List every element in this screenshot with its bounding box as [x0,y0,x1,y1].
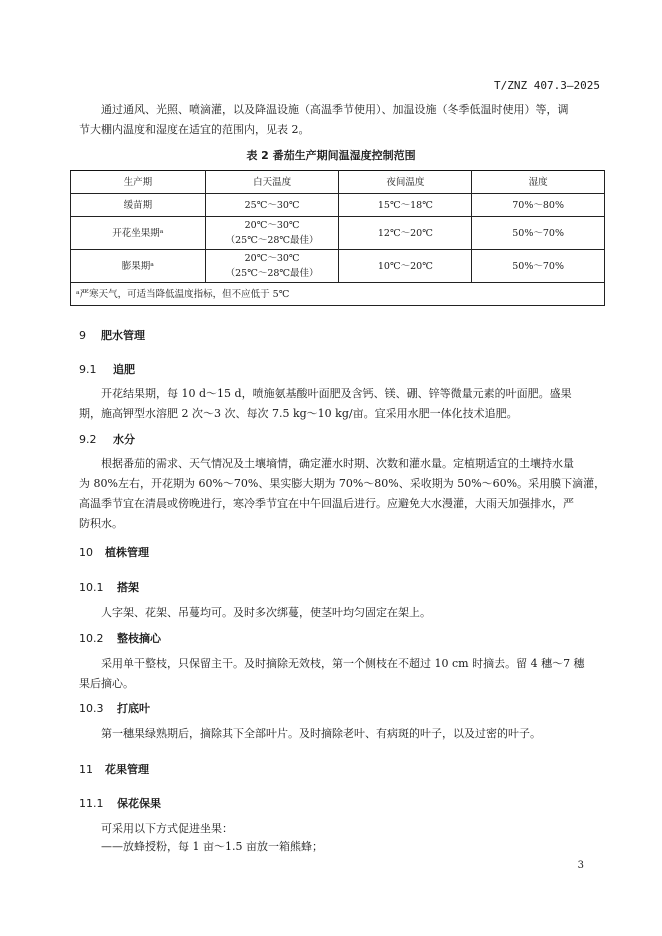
table-header-cell: 湿度 [472,171,605,194]
section-title: 花果管理 [105,763,149,776]
section-heading-9 [79,327,145,343]
day-temp-note: （25℃～28℃最佳） [225,235,319,246]
night-temp-cell: 12℃～20℃ [339,217,472,250]
day-temp-cell [205,194,339,217]
paragraph-line: 高温季节宜在清晨或傍晚进行，寒冷季节宜在中午回温后进行。应避免大水漫灌，大雨天加强排水，严 [79,497,574,510]
subsection-number: 10.2 [79,632,104,645]
subsection-number: 11.1 [79,797,104,810]
day-temp: 25℃～30℃ [244,199,300,211]
paragraph-line: 人字架、花架、吊蔓均可。及时多次绑蔓，使茎叶均匀固定在架上。 [101,606,431,619]
subsection-title: 水分 [113,433,135,446]
paragraph-11-1 [79,820,606,856]
period-cell: 膨果期ᵃ [71,250,206,283]
section-heading-10 [79,544,149,560]
subsection-heading-10-1 [79,579,139,595]
paragraph-10-1 [79,603,606,623]
period-cell: 开花坐果期ᵃ [71,217,206,250]
paragraph-line: 防积水。 [79,517,123,530]
paragraph-line: 为 80%左右，开花期为 60%～70%、果实膨大期为 70%～80%、采收期为 50%～60%。采用膜下滴灌， [79,477,606,490]
day-temp-cell [205,250,339,283]
paragraph-line: 根据番茄的需求、天气情况及土壤墒情，确定灌水时期、次数和灌水量。定植期适宜的土壤持水量 [101,457,574,470]
paragraph-line: 开花结果期，每 10 d～15 d，喷施氨基酸叶面肥及含钙、镁、硼、锌等微量元素的叶面肥。盛果 [101,387,572,400]
page-number: 3 [577,860,584,871]
section-number: 11 [79,763,93,776]
temperature-humidity-table [70,170,605,306]
day-temp-cell [205,217,339,250]
intro-line: 通过通风、光照、喷滴灌，以及降温设施（高温季节使用）、加温设施（冬季低温时使用）等，调 [101,103,569,116]
table-row [71,194,605,217]
table-row [71,217,605,250]
table-title: 表 2 番茄生产期间温湿度控制范围 [246,149,416,162]
subsection-heading-10-2 [79,630,161,646]
paragraph-line: 果后摘心。 [79,677,134,690]
paragraph-10-3 [79,724,606,744]
subsection-number: 9.2 [79,433,97,446]
table-row [71,250,605,283]
day-temp-note: （25℃～28℃最佳） [225,268,319,279]
night-temp-cell: 15℃～18℃ [339,194,472,217]
table-header-cell: 生产期 [71,171,206,194]
section-title: 植株管理 [105,546,149,559]
subsection-heading-9-1 [79,361,135,377]
paragraph-line: 采用单干整枝，只保留主干。及时摘除无效枝，第一个侧枝在不超过 10 cm 时摘去。留 4 穗～7 穗 [101,657,585,670]
section-title: 肥水管理 [101,329,145,342]
day-temp: 20℃～30℃ [244,253,300,264]
paragraph-line: 期，施高钾型水溶肥 2 次～3 次、每次 7.5 kg～10 kg/亩。宜采用水肥一体化技术追肥。 [79,407,518,420]
section-number: 9 [79,329,86,342]
day-temp: 20℃～30℃ [244,220,300,231]
paragraph-9-1 [79,384,606,424]
table-header-cell: 白天温度 [205,171,339,194]
intro-line: 节大棚内温度和湿度在适宜的范围内，见表 2。 [79,123,310,136]
section-heading-11 [79,761,149,777]
section-number: 10 [79,546,93,559]
subsection-title: 搭架 [117,581,139,594]
subsection-title: 保花保果 [117,797,161,810]
night-temp-cell: 10℃～20℃ [339,250,472,283]
intro-paragraph [79,100,606,140]
subsection-title: 追肥 [113,363,135,376]
paragraph-line: 可采用以下方式促进坐果： [101,822,233,835]
period-cell: 缓苗期 [71,194,206,217]
paragraph-line: 第一穗果绿熟期后，摘除其下全部叶片。及时摘除老叶、有病斑的叶子，以及过密的叶子。 [101,727,541,740]
humidity-cell: 50%～70% [472,250,605,283]
subsection-title: 打底叶 [117,702,150,715]
table-header-cell: 夜间温度 [339,171,472,194]
table-note: ᵃ严寒天气，可适当降低温度指标，但不应低于 5℃ [71,283,605,306]
humidity-cell: 70%～80% [472,194,605,217]
subsection-number: 10.3 [79,702,104,715]
humidity-cell: 50%～70% [472,217,605,250]
subsection-title: 整枝摘心 [117,632,161,645]
subsection-number: 9.1 [79,363,97,376]
document-code: T/ZNZ 407.3—2025 [494,79,600,92]
subsection-heading-9-2 [79,431,135,447]
list-item: ——放蜂授粉，每 1 亩～1.5 亩放一箱熊蜂； [101,840,323,853]
subsection-heading-11-1 [79,795,161,811]
subsection-heading-10-3 [79,700,150,716]
subsection-number: 10.1 [79,581,104,594]
paragraph-9-2 [79,454,606,534]
paragraph-10-2 [79,654,606,694]
